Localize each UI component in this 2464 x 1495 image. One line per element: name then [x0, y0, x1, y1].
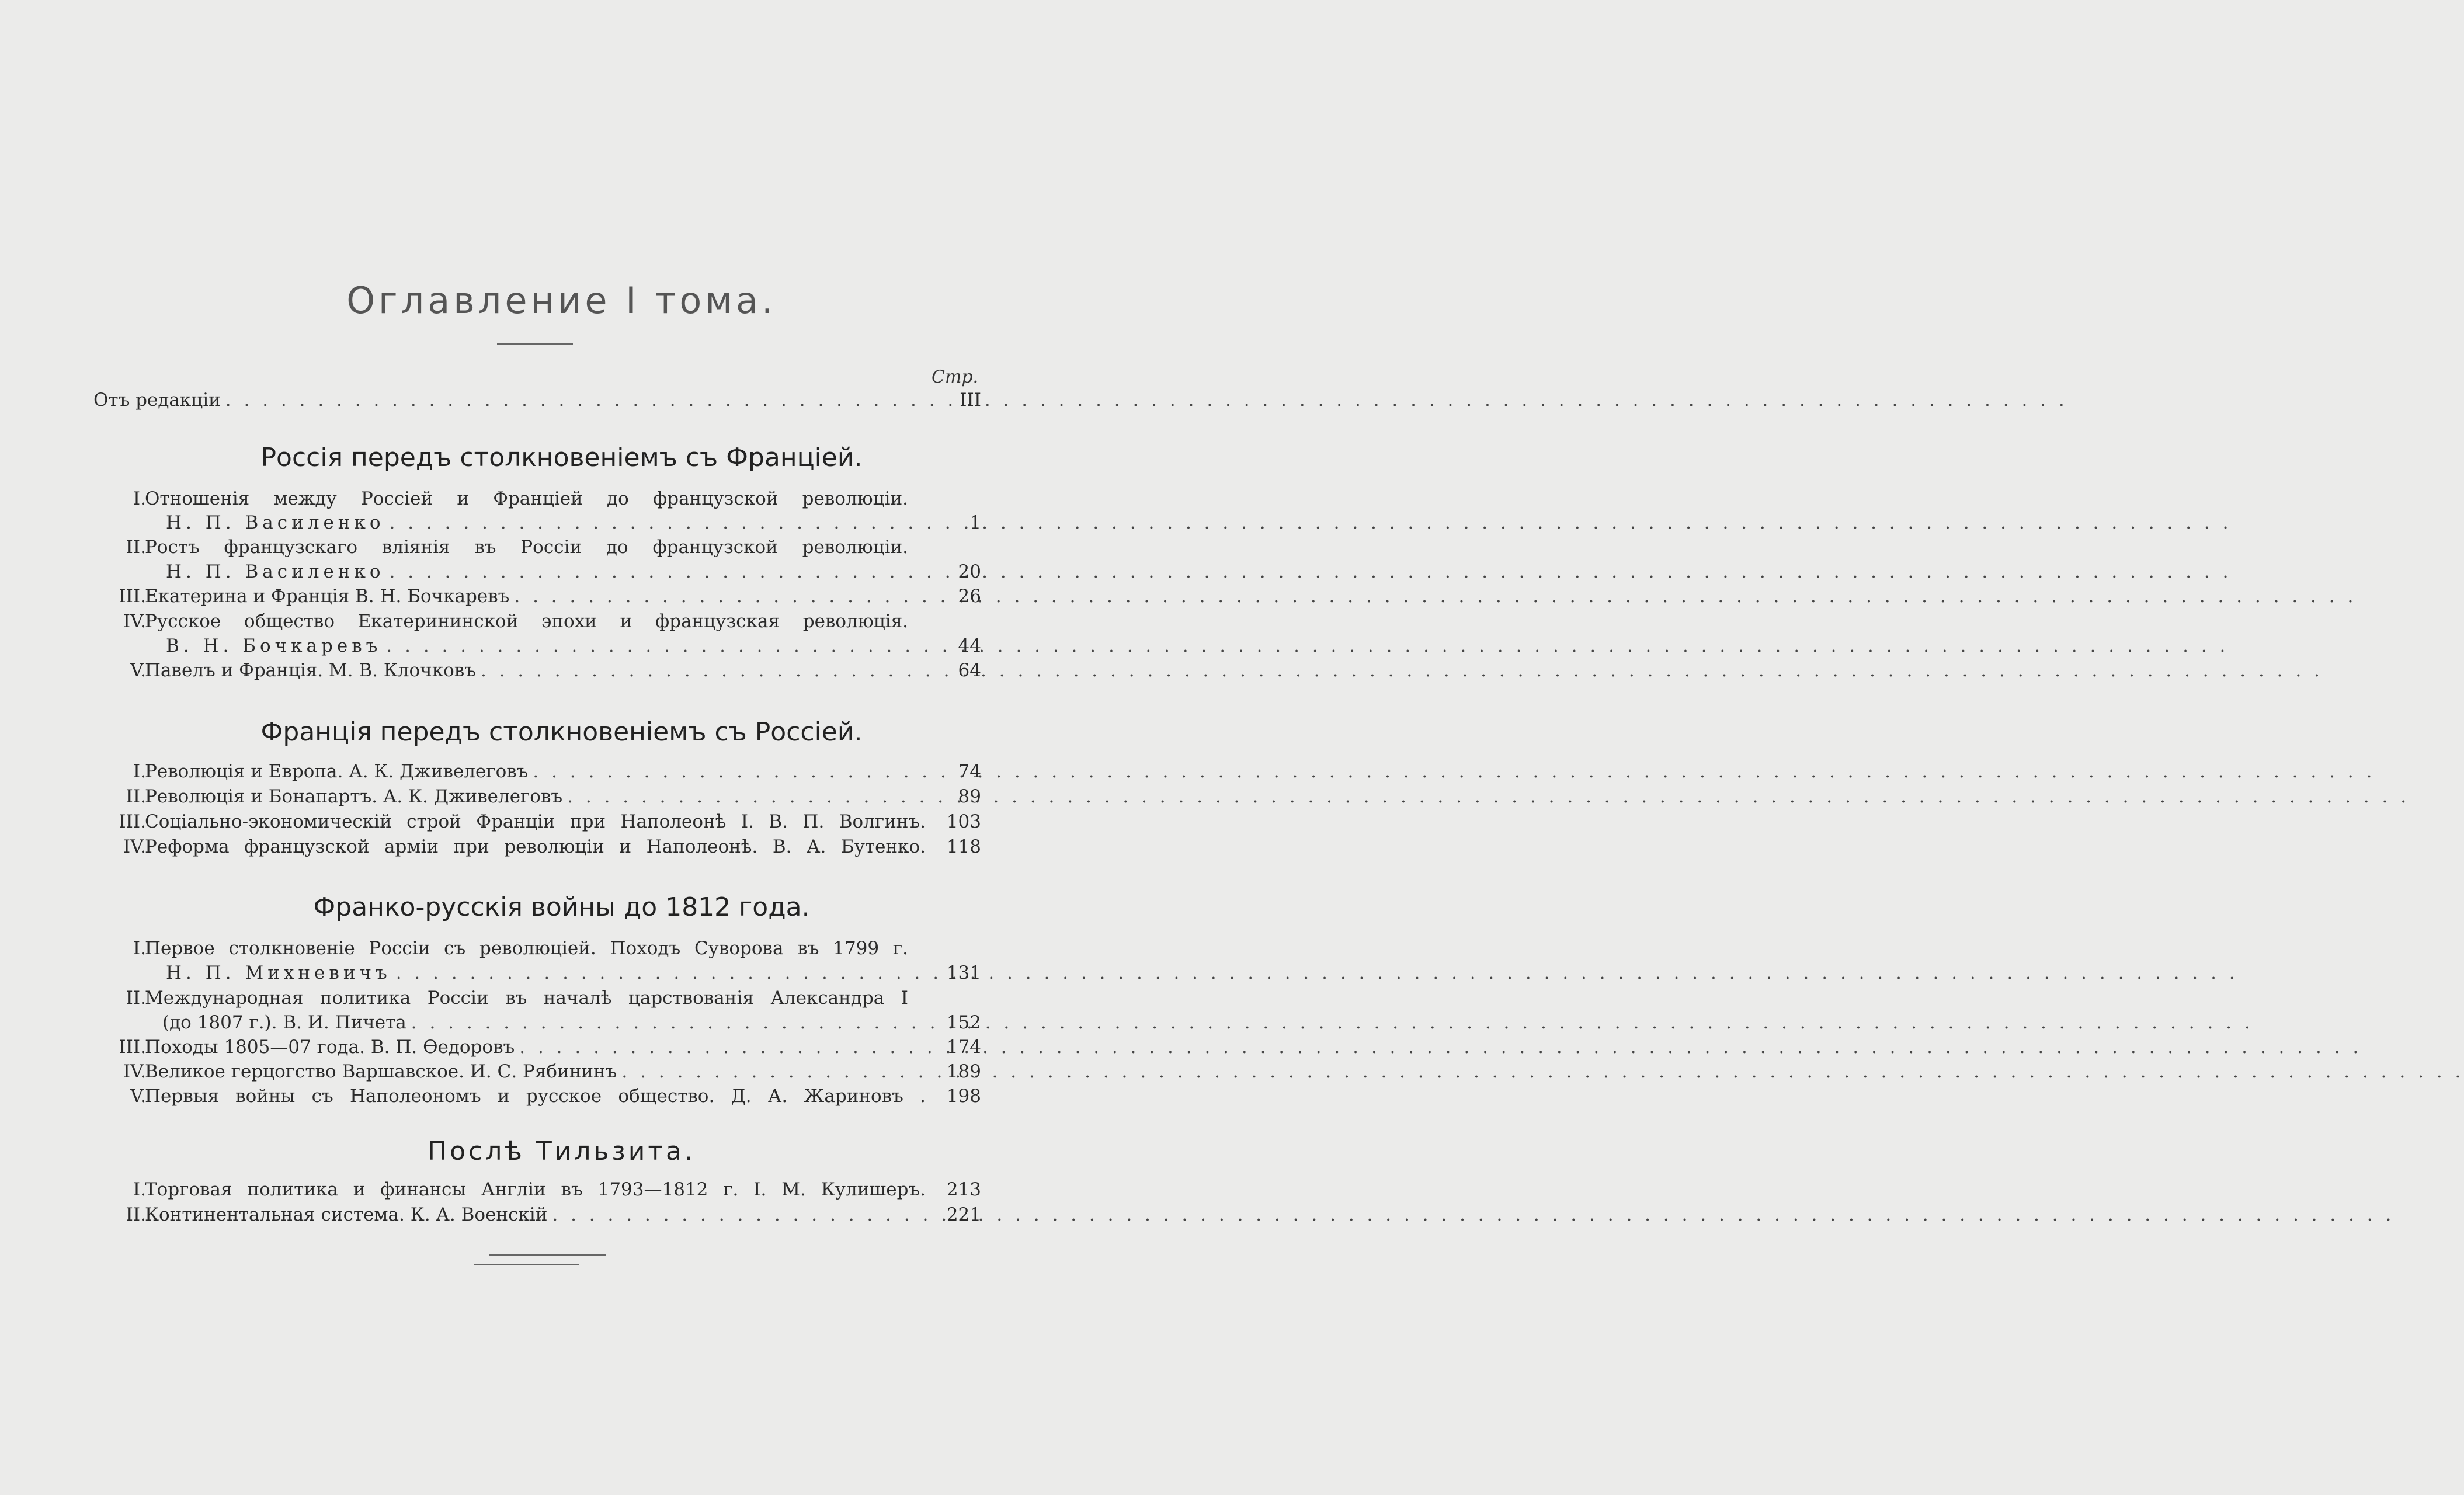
toc-entry-continuation [93, 634, 981, 658]
toc-entry-text: Екатерина и Франція В. Н. Бочкаревъ [145, 586, 510, 607]
toc-page-number: 213 [946, 1179, 981, 1200]
toc-entry-text: Походы 1805—07 года. В. П. Өедоровъ [145, 1037, 515, 1058]
toc-entry-text: Русское общество Екатерининской эпохи и французская революція. [145, 611, 908, 632]
leader-dots [385, 559, 2232, 584]
leader-dots [381, 634, 2229, 658]
section-heading: Послѣ Тильзита. [428, 1136, 696, 1166]
toc-entry-author: Н. П. Василенко [166, 512, 385, 533]
toc-entry [93, 1177, 981, 1202]
toc-entry-continuation [93, 559, 981, 584]
toc-entry-author: Н. П. Михневичъ [166, 962, 391, 983]
toc-entry-number: I. [133, 938, 146, 959]
toc-entry [93, 1035, 981, 1059]
leader-dots [547, 1202, 2395, 1227]
toc-page-number: 74 [958, 761, 981, 782]
toc-page-number: III [960, 390, 981, 411]
toc-entry-continuation [93, 510, 981, 535]
toc-entry [93, 486, 981, 511]
toc-entry-number: II. [126, 537, 146, 558]
toc-entry-text: Первое столкновеніе Россіи съ революціей. Походъ Суворова въ 1799 г. [145, 938, 908, 959]
toc-intro [93, 388, 981, 412]
toc-entry-author: (до 1807 г.). В. И. Пичета [162, 1012, 406, 1033]
toc-entry-author: В. Н. Бочкаревъ [166, 635, 382, 656]
toc-entry [93, 986, 981, 1010]
leader-dots [562, 784, 2410, 809]
section-heading: Франко-русскія войны до 1812 года. [313, 892, 810, 922]
toc-entry-number: II. [126, 1204, 146, 1225]
toc-entry [93, 809, 981, 834]
toc-entry-number: V. [130, 1086, 146, 1107]
toc-page-number: 44 [958, 635, 981, 656]
toc-entry-text: Первыя войны съ Наполеономъ и русское общество. Д. А. Жариновъ . [145, 1086, 926, 1107]
toc-entry-author: Н. П. Василенко [166, 561, 385, 582]
page-title: Оглавление I тома. [346, 279, 777, 322]
toc-entry-number: I. [133, 1179, 146, 1200]
toc-entry-number: I. [133, 488, 146, 509]
toc-entry-number: IV. [123, 611, 146, 632]
toc-entry-number: III. [119, 811, 146, 832]
leader-dots [515, 1035, 2362, 1059]
toc-entry-text: Отношенія между Россіей и Франціей до французской революціи. [145, 488, 908, 509]
toc-entry [93, 658, 981, 683]
section-heading: Франція передъ столкновеніемъ съ Россіей. [260, 717, 863, 747]
closing-rule-top [489, 1254, 606, 1256]
toc-page-number: 118 [946, 836, 981, 857]
title-rule [497, 343, 573, 345]
toc-entry-number: V. [130, 660, 146, 681]
toc-entry-text: Ростъ французскаго вліянія въ Россіи до французской революціи. [145, 537, 908, 558]
leader-dots [391, 961, 2239, 985]
section-heading: Россія передъ столкновеніемъ съ Франціей. [260, 443, 863, 472]
toc-entry [93, 1084, 981, 1108]
leader-dots [476, 658, 2323, 683]
toc-entry [93, 609, 981, 634]
leader-dots [406, 1010, 2254, 1035]
toc-entry-number: II. [126, 988, 146, 1009]
closing-rule-bottom [474, 1264, 579, 1265]
toc-entry-number: IV. [123, 1061, 146, 1082]
toc-entry [93, 784, 981, 809]
leader-dots [221, 388, 2068, 412]
leader-dots [528, 759, 2375, 784]
toc-entry [93, 1202, 981, 1227]
toc-page-number: 103 [946, 811, 981, 832]
toc-entry [93, 584, 981, 609]
toc-entry-text: Торговая политика и финансы Англіи въ 1793—1812 г. I. М. Кулишеръ. [145, 1179, 926, 1200]
toc-entry-number: II. [126, 786, 146, 807]
toc-entry-text: Международная политика Россіи въ началѣ царствованія Александра I [145, 988, 908, 1009]
toc-entry-number: IV. [123, 836, 146, 857]
toc-page-number: 20 [958, 561, 981, 582]
toc-entry-number: III. [119, 1037, 146, 1058]
toc-entry [93, 835, 981, 859]
toc-page-number: 174 [946, 1037, 981, 1058]
toc-entry-continuation [93, 1010, 981, 1035]
toc-entry-continuation [93, 961, 981, 985]
toc-entry-text: Отъ редакціи [93, 390, 221, 411]
toc-page-number: 189 [946, 1061, 981, 1082]
toc-page-number: 131 [946, 962, 981, 983]
toc-entry [93, 1059, 981, 1084]
toc-entry [93, 759, 981, 784]
toc-page-number: 198 [946, 1086, 981, 1107]
toc-entry-text: Реформа французской арміи при революціи и Наполеонѣ. В. А. Бутенко. [145, 836, 926, 857]
toc-entry-number: I. [133, 761, 146, 782]
toc-entry-text: Соціально-экономическій строй Франціи при Наполеонѣ I. В. П. Волгинъ. [145, 811, 926, 832]
leader-dots [509, 584, 2357, 609]
toc-entry [93, 535, 981, 559]
toc-entry-number: III. [119, 586, 146, 607]
toc-page-number: 26 [958, 586, 981, 607]
toc-entry-text: Павелъ и Франція. М. В. Клочковъ [145, 660, 476, 681]
toc-entry-text: Революція и Европа. А. К. Дживелеговъ [145, 761, 529, 782]
leader-dots [617, 1059, 2464, 1084]
toc-page-number: 89 [958, 786, 981, 807]
toc-entry-text: Континентальная система. К. А. Военскій [145, 1204, 548, 1225]
toc-entry-text: Революція и Бонапартъ. А. К. Дживелеговъ [145, 786, 563, 807]
toc-page-number: 64 [958, 660, 981, 681]
toc-entry-text: Великое герцогство Варшавское. И. С. Рябининъ [145, 1061, 617, 1082]
leader-dots [385, 510, 2232, 535]
pages-column-label: Стр. [932, 367, 979, 387]
toc-page [0, 0, 1123, 1495]
toc-entry [93, 936, 981, 961]
toc-page-number: 152 [946, 1012, 981, 1033]
toc-page-number: 1 [969, 512, 981, 533]
toc-page-number: 221 [946, 1204, 981, 1225]
